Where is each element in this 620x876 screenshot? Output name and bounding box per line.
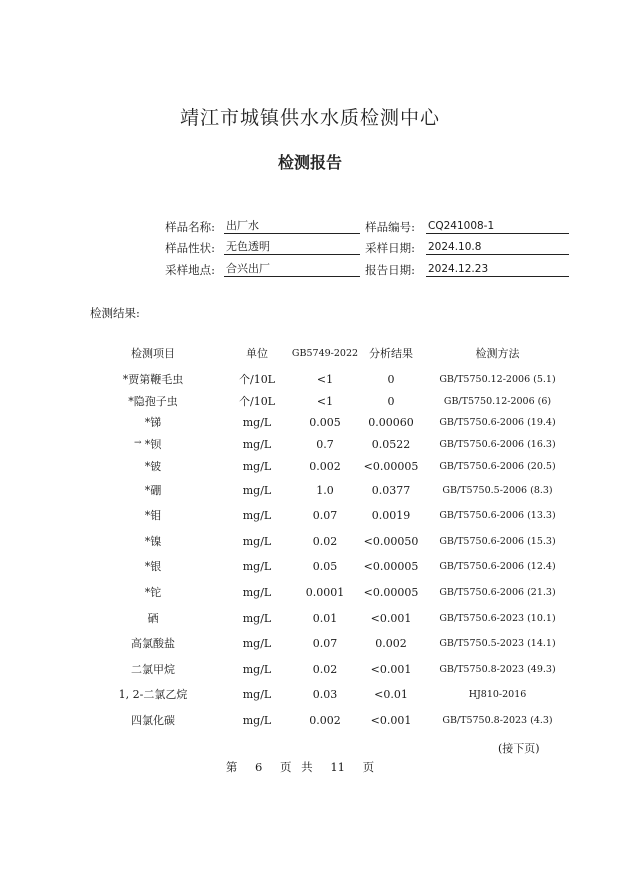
analysis-result: <0.00005 bbox=[363, 460, 419, 473]
item-name: *硼 bbox=[144, 484, 162, 497]
sample-nature-label: 样品性状: bbox=[165, 241, 215, 255]
sample-name-value: 出厂水 bbox=[224, 219, 360, 234]
item-name: *隐孢子虫 bbox=[128, 395, 178, 408]
analysis-result: 0.0019 bbox=[371, 509, 411, 522]
item-name: 四氯化碳 bbox=[131, 714, 175, 727]
item-name: 二氯甲烷 bbox=[131, 663, 175, 676]
standard-limit: 0.002 bbox=[309, 460, 341, 473]
results-header-row bbox=[0, 346, 620, 362]
table-row bbox=[0, 415, 620, 431]
item-name: *镍 bbox=[144, 535, 162, 548]
item-name: *钡 bbox=[144, 438, 162, 451]
analysis-result: <0.01 bbox=[374, 688, 408, 701]
test-method: GB/T5750.6-2006 (21.3) bbox=[439, 587, 556, 598]
analysis-result: 0 bbox=[387, 373, 395, 386]
analysis-result: <0.00005 bbox=[363, 586, 419, 599]
column-header-item: 检测项目 bbox=[131, 347, 175, 360]
item-name: *银 bbox=[144, 560, 162, 573]
item-name: 硒 bbox=[147, 612, 159, 625]
test-method: GB/T5750.6-2006 (13.3) bbox=[439, 510, 556, 521]
page-total: 11 bbox=[330, 760, 345, 774]
column-header-method: 检测方法 bbox=[475, 347, 520, 360]
analysis-result: 0.002 bbox=[375, 637, 407, 650]
unit: mg/L bbox=[242, 460, 272, 473]
unit: mg/L bbox=[242, 509, 272, 522]
column-header-standard: GB5749-2022 bbox=[291, 348, 359, 359]
item-name: 高氯酸盐 bbox=[131, 637, 175, 650]
page-number: 6 bbox=[255, 760, 263, 774]
analysis-result: <0.001 bbox=[370, 714, 412, 727]
sample-name-label: 样品名称: bbox=[165, 220, 215, 234]
table-row bbox=[0, 459, 620, 475]
item-name: *铍 bbox=[144, 460, 162, 473]
unit: mg/L bbox=[242, 688, 272, 701]
table-row bbox=[0, 394, 620, 410]
standard-limit: 0.05 bbox=[312, 560, 338, 573]
unit: mg/L bbox=[242, 714, 272, 727]
page-footer bbox=[0, 759, 600, 775]
page-prefix: 第 bbox=[225, 760, 238, 774]
analysis-result: <0.00005 bbox=[363, 560, 419, 573]
table-row bbox=[0, 372, 620, 388]
item-name: *贾第鞭毛虫 bbox=[122, 373, 184, 386]
standard-limit: 0.0001 bbox=[305, 586, 345, 599]
table-row bbox=[0, 534, 620, 550]
sampling-location-label: 采样地点: bbox=[165, 263, 215, 277]
column-header-unit: 单位 bbox=[246, 347, 268, 360]
standard-limit: 0.7 bbox=[316, 438, 334, 451]
analysis-result: <0.00050 bbox=[363, 535, 419, 548]
organization-title: 靖江市城镇供水水质检测中心 bbox=[179, 107, 440, 129]
margin-arrow-mark: → bbox=[134, 438, 142, 448]
sample-nature-value: 无色透明 bbox=[224, 240, 360, 255]
test-method: GB/T5750.12-2006 (5.1) bbox=[439, 374, 556, 385]
standard-limit: 0.07 bbox=[312, 637, 338, 650]
table-row bbox=[0, 611, 620, 627]
table-row bbox=[0, 585, 620, 601]
item-name: *铊 bbox=[144, 586, 162, 599]
standard-limit: <1 bbox=[316, 395, 334, 408]
analysis-result: 0.0522 bbox=[371, 438, 411, 451]
test-method: HJ810-2016 bbox=[468, 689, 527, 700]
unit: mg/L bbox=[242, 560, 272, 573]
sampling-date-value: 2024.10.8 bbox=[426, 240, 569, 255]
unit: mg/L bbox=[242, 535, 272, 548]
page-suffix: 页 bbox=[362, 760, 375, 774]
table-row bbox=[0, 636, 620, 652]
unit: mg/L bbox=[242, 612, 272, 625]
unit: mg/L bbox=[242, 663, 272, 676]
table-row bbox=[0, 662, 620, 678]
standard-limit: 1.0 bbox=[316, 484, 334, 497]
report-date-label: 报告日期: bbox=[365, 263, 415, 277]
table-row bbox=[0, 437, 620, 453]
test-method: GB/T5750.6-2006 (12.4) bbox=[439, 561, 556, 572]
continued-note: (接下页) bbox=[498, 742, 540, 755]
table-row bbox=[0, 559, 620, 575]
analysis-result: 0.00060 bbox=[368, 416, 414, 429]
table-row bbox=[0, 687, 620, 703]
test-method: GB/T5750.5-2006 (8.3) bbox=[442, 485, 553, 496]
analysis-result: 0.0377 bbox=[371, 484, 411, 497]
unit: mg/L bbox=[242, 438, 272, 451]
test-method: GB/T5750.8-2023 (49.3) bbox=[439, 664, 556, 675]
sampling-location-value: 合兴出厂 bbox=[224, 262, 360, 277]
unit: mg/L bbox=[242, 586, 272, 599]
analysis-result: 0 bbox=[387, 395, 395, 408]
page-mid: 页 共 bbox=[280, 760, 313, 774]
unit: mg/L bbox=[242, 484, 272, 497]
table-row bbox=[0, 483, 620, 499]
test-method: GB/T5750.6-2006 (19.4) bbox=[439, 417, 556, 428]
test-method: GB/T5750.6-2006 (15.3) bbox=[439, 536, 556, 547]
table-row bbox=[0, 713, 620, 729]
item-name: 1, 2-二氯乙烷 bbox=[118, 688, 188, 701]
test-method: GB/T5750.6-2006 (16.3) bbox=[439, 439, 556, 450]
unit: 个/10L bbox=[238, 373, 275, 386]
standard-limit: 0.07 bbox=[312, 509, 338, 522]
unit: mg/L bbox=[242, 416, 272, 429]
test-method: GB/T5750.6-2023 (10.1) bbox=[439, 613, 556, 624]
standard-limit: 0.01 bbox=[312, 612, 338, 625]
standard-limit: 0.002 bbox=[309, 714, 341, 727]
unit: 个/10L bbox=[238, 395, 275, 408]
analysis-result: <0.001 bbox=[370, 663, 412, 676]
sampling-date-label: 采样日期: bbox=[365, 241, 415, 255]
column-header-result: 分析结果 bbox=[369, 347, 413, 360]
sample-id-label: 样品编号: bbox=[365, 220, 415, 234]
report-date-value: 2024.12.23 bbox=[426, 262, 569, 277]
test-method: GB/T5750.8-2023 (4.3) bbox=[442, 715, 553, 726]
results-label: 检测结果: bbox=[90, 306, 140, 320]
analysis-result: <0.001 bbox=[370, 612, 412, 625]
test-method: GB/T5750.6-2006 (20.5) bbox=[439, 461, 556, 472]
sample-id-value: CQ241008-1 bbox=[426, 219, 569, 234]
item-name: *锑 bbox=[144, 416, 162, 429]
standard-limit: 0.03 bbox=[312, 688, 338, 701]
unit: mg/L bbox=[242, 637, 272, 650]
standard-limit: 0.005 bbox=[309, 416, 341, 429]
table-row bbox=[0, 508, 620, 524]
standard-limit: <1 bbox=[316, 373, 334, 386]
standard-limit: 0.02 bbox=[312, 535, 338, 548]
document-title: 检测报告 bbox=[277, 153, 342, 172]
test-method: GB/T5750.5-2023 (14.1) bbox=[439, 638, 556, 649]
test-method: GB/T5750.12-2006 (6) bbox=[443, 396, 552, 407]
standard-limit: 0.02 bbox=[312, 663, 338, 676]
item-name: *钼 bbox=[144, 509, 162, 522]
